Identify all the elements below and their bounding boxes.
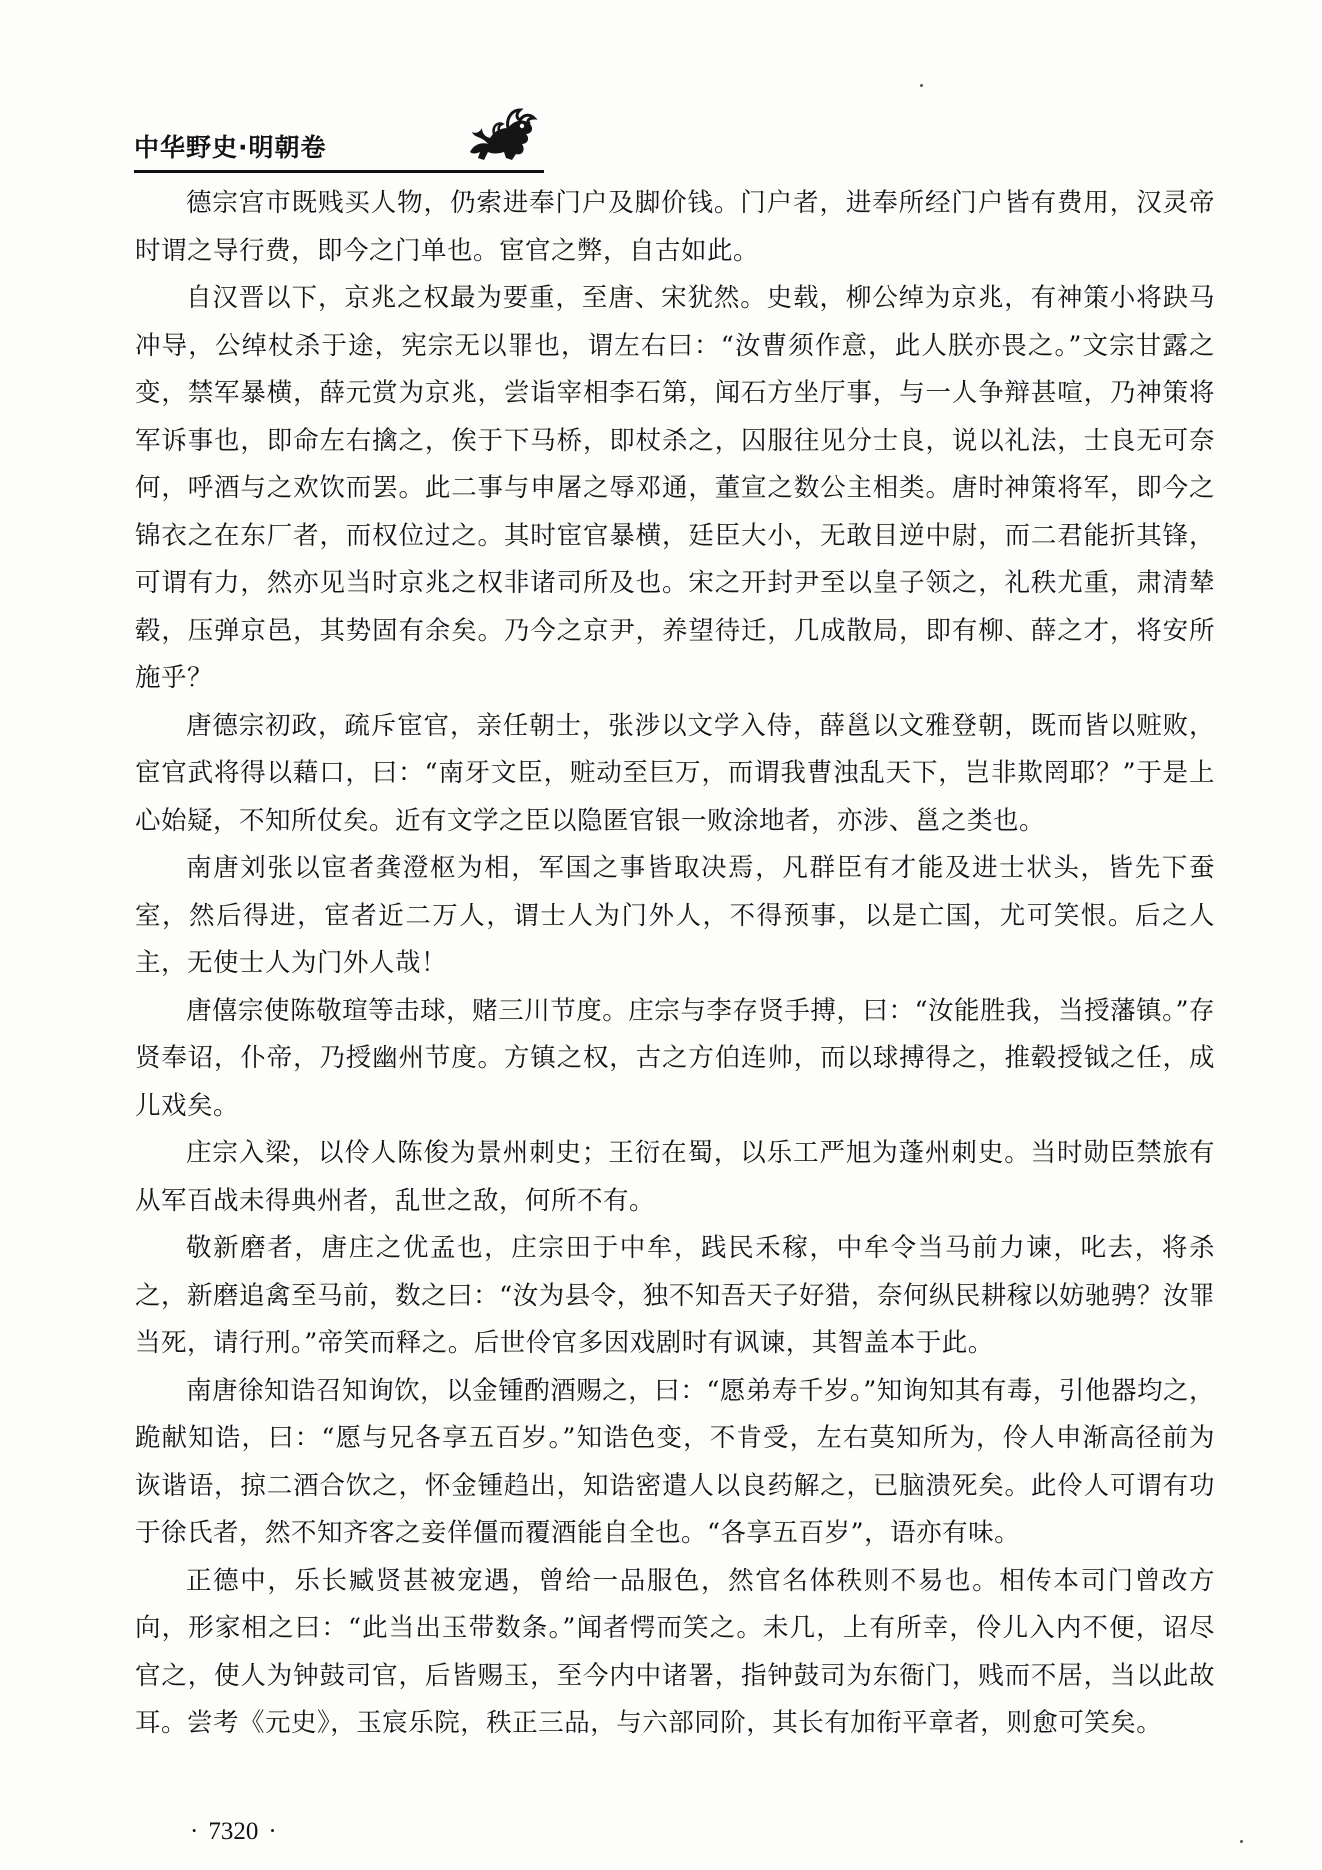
beast-emblem-icon (464, 104, 540, 166)
paragraph: 唐德宗初政，疏斥宦官，亲任朝士，张涉以文学入侍，薛邕以文雅登朝，既而皆以赃败，宦官武将得以藉口，曰：“南牙文臣，赃动至巨万，而谓我曹浊乱天下，岂非欺罔耶？”于是上心始疑，不知所仗矣。近有文学之臣以隐匿官银一败涂地者，亦涉、邕之类也。 (135, 710, 1215, 836)
paragraph: 自汉晋以下，京兆之权最为要重，至唐、宋犹然。史载，柳公绰为京兆，有神策小将趹马冲导，公绰杖杀于途，宪宗无以罪也，谓左右曰：“汝曹须作意，此人朕亦畏之。”文宗甘露之变，禁军暴横，薛元赏为京兆，尝诣宰相李石第，闻石方坐厅事，与一人争辩甚喧，乃神策将军诉事也，即命左右擒之，俟于下马桥，即杖杀之，囚服往见分士良，说以礼法，士良无可奈何，呼酒与之欢饮而罢。此二事与申屠之辱邓通，董宣之数公主相类。唐时神策将军，即今之锦衣之在东厂者，而权位过之。其时宦官暴横，廷臣大小，无敢目逆中尉，而二君能折其锋，可谓有力，然亦见当时京兆之权非诸司所及也。宋之开封尹至以皇子领之，礼秩尤重，肃清辇毂，压弹京邑，其势固有余矣。乃今之京尹，养望待迁，几成散局，即有柳、薛之才，将安所施乎？ (135, 283, 1215, 693)
footer-dot-right: · (268, 1818, 277, 1845)
running-header (134, 118, 544, 174)
paragraph: 德宗宫市既贱买人物，仍索进奉门户及脚价钱。门户者，进奉所经门户皆有费用，汉灵帝时谓之导行费，即今之门单也。宦官之弊，自古如此。 (135, 188, 1215, 266)
scan-speck (1240, 1840, 1243, 1843)
paragraph: 庄宗入梁，以伶人陈俊为景州刺史；王衍在蜀，以乐工严旭为蓬州刺史。当时勋臣禁旅有从军百战未得典州者，乱世之敌，何所不有。 (135, 1138, 1215, 1216)
scan-speck (920, 84, 923, 87)
body-text (135, 180, 1215, 1748)
page-number: 7320 (208, 1818, 259, 1845)
paragraph: 南唐刘张以宦者龚澄枢为相，军国之事皆取决焉，凡群臣有才能及进士状头，皆先下蚕室，然后得进，宦者近二万人，谓士人为门外人，不得预事，以是亡国，尤可笑恨。后之人主，无使士人为门外人哉！ (135, 853, 1215, 978)
paragraph: 敬新磨者，唐庄之优孟也，庄宗田于中牟，践民禾稼，中牟令当马前力谏，叱去，将杀之，新磨追禽至马前，数之曰：“汝为县令，独不知吾天子好猎，奈何纵民耕稼以妨驰骋？汝罪当死，请行刑。”帝笑而释之。后世伶官多因戏剧时有讽谏，其智盖本于此。 (135, 1233, 1215, 1358)
paragraph: 唐僖宗使陈敬瑄等击球，赌三川节度。庄宗与李存贤手搏，曰：“汝能胜我，当授藩镇。”存贤奉诏，仆帝，乃授幽州节度。方镇之权，古之方伯连帅，而以球搏得之，推毂授钺之任，成儿戏矣。 (135, 995, 1215, 1121)
page-footer (180, 1818, 287, 1846)
header-title: 中华野史·明朝卷 (134, 133, 327, 162)
paragraph: 南唐徐知诰召知询饮，以金锺酌酒赐之，曰：“愿弟寿千岁。”知询知其有毒，引他器均之，跪献知诰，曰：“愿与兄各享五百岁。”知诰色变，不肯受，左右莫知所为，伶人申渐高径前为诙谐语，掠二酒合饮之，怀金锺趋出，知诰密遣人以良药解之，已脑溃死矣。此伶人可谓有功于徐氏者，然不知齐客之妾佯僵而覆酒能自全也。“各享五百岁”，语亦有味。 (135, 1375, 1215, 1548)
footer-dot-left: · (190, 1818, 199, 1845)
header-rule (134, 170, 544, 173)
paragraph: 正德中，乐长臧贤甚被宠遇，曾给一品服色，然官名体秩则不易也。相传本司门曾改方向，形家相之曰：“此当出玉带数条。”闻者愕而笑之。未几，上有所幸，伶儿入内不便，诏尽官之，使人为钟鼓司官，后皆赐玉，至今内中诸署，指钟鼓司为东衙门，贱而不居，当以此故耳。尝考《元史》，玉宸乐院，秩正三品，与六部同阶，其长有加衔平章者，则愈可笑矣。 (135, 1565, 1215, 1738)
